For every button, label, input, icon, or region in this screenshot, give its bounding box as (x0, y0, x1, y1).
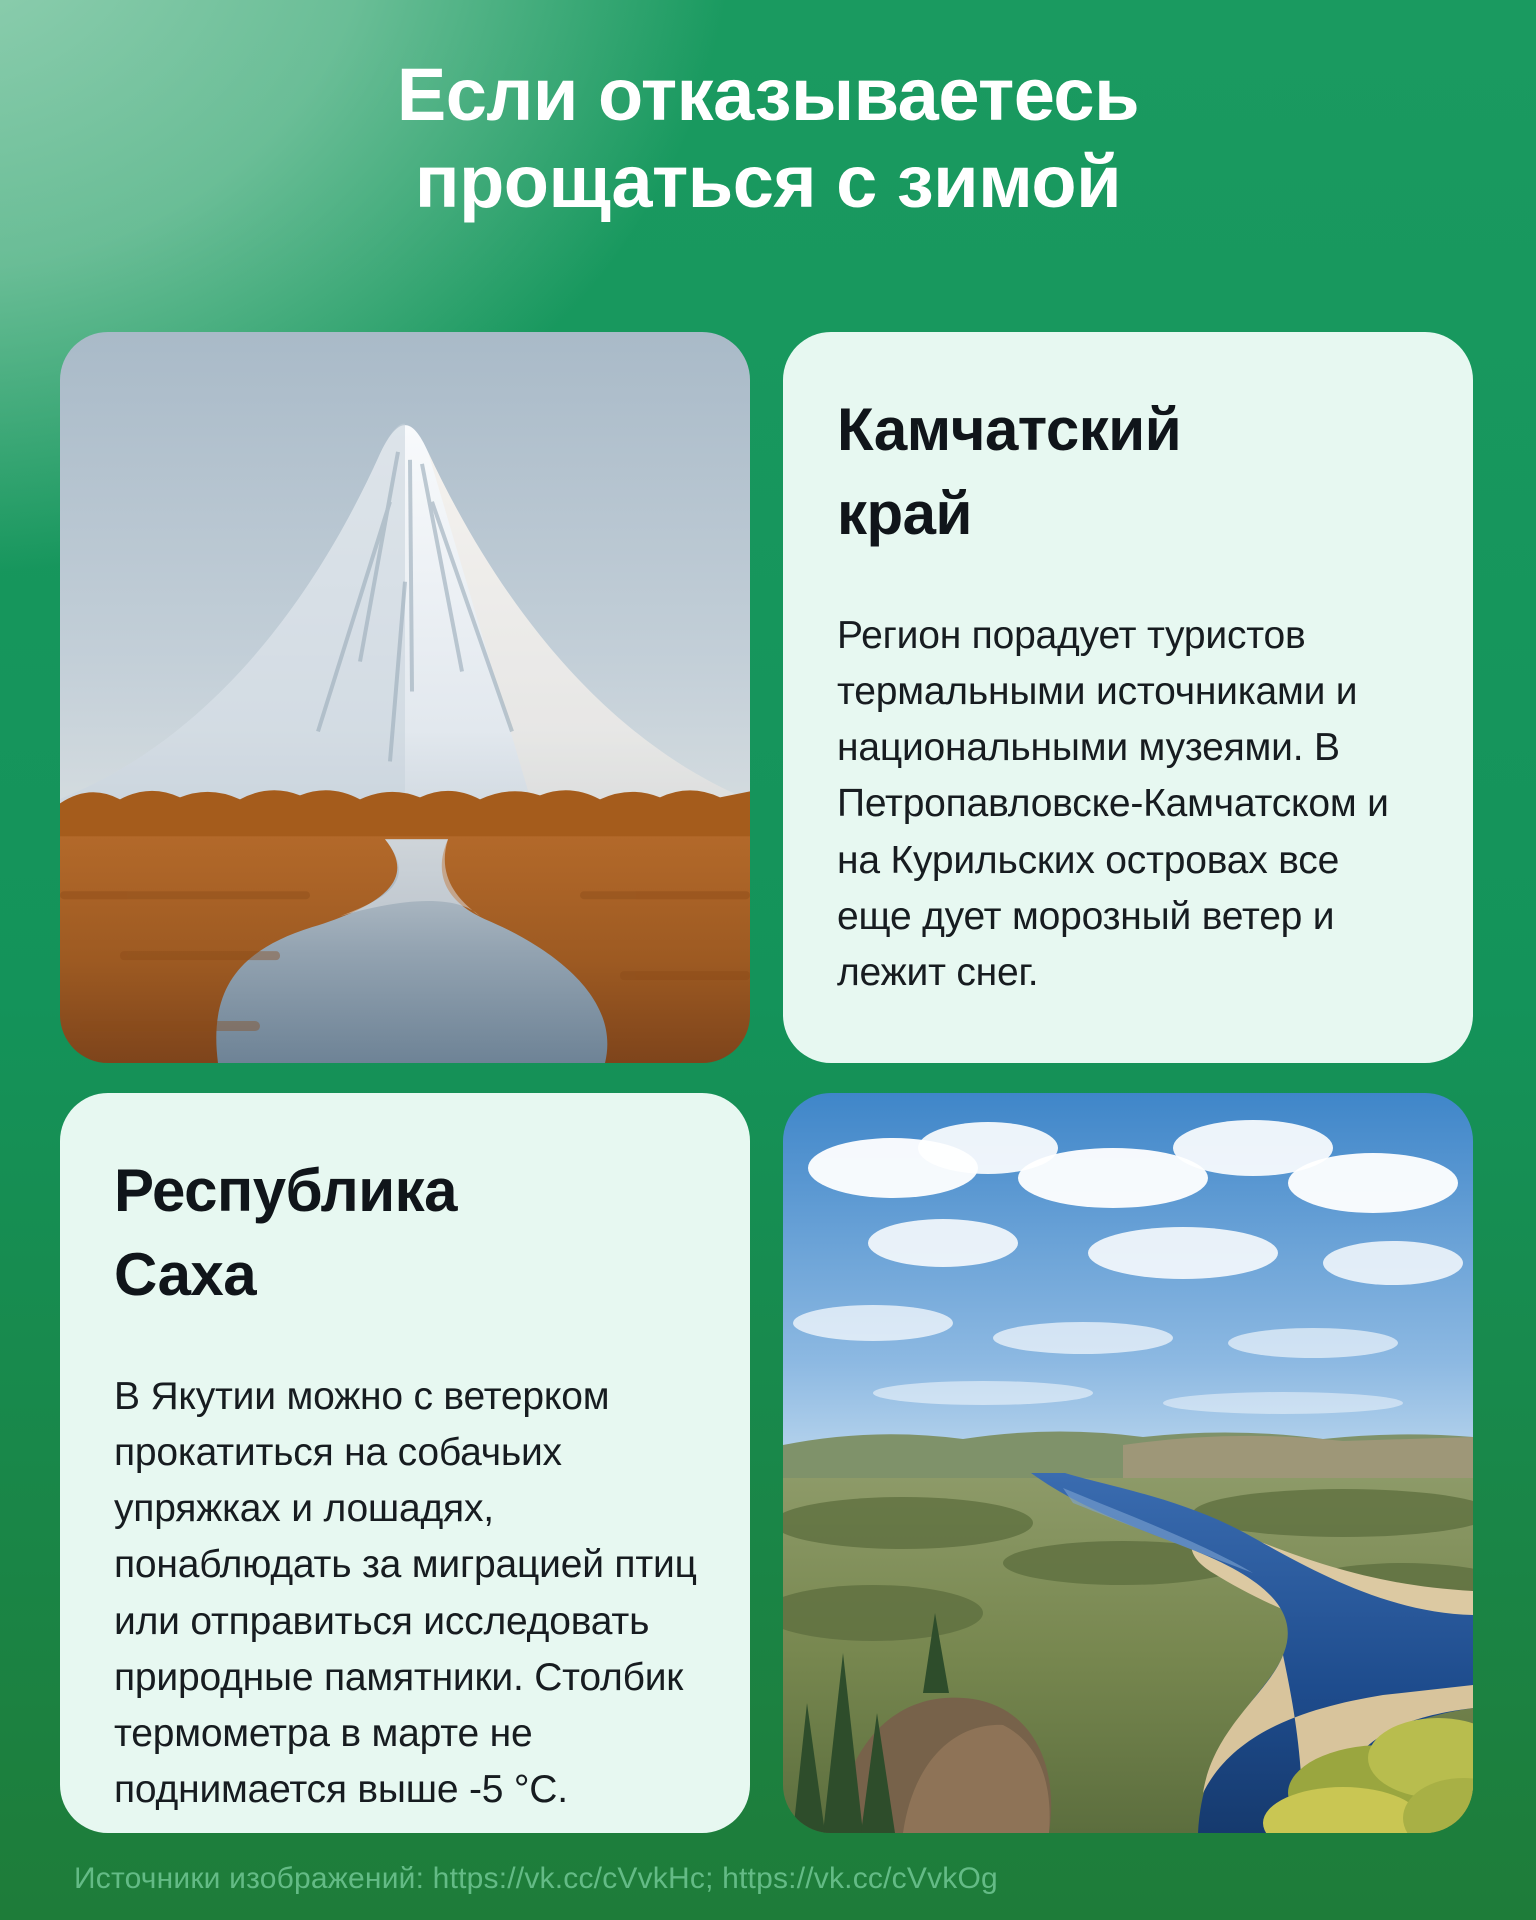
kamchatka-card-heading (837, 388, 1421, 556)
kamchatka-volcano-photo (60, 332, 750, 1063)
sakha-card-body: В Якутии можно с ветерком прокатиться на собачьих упряжках и лошадях, понаблюдать за миграцией птиц или отправиться исследовать природные памятники. Столбик термометра в марте не поднимается выше -5 °С. (114, 1375, 697, 1812)
sakha-heading-line1: Республика (114, 1157, 458, 1224)
page-title-line2: прощаться с зимой (414, 139, 1122, 223)
river-landscape-illustration (783, 1093, 1473, 1833)
distant-plateau (1123, 1436, 1473, 1483)
image-sources-footer: Источники изображений: https://vk.cc/cVvkHc; https://vk.cc/cVvkOg (74, 1862, 998, 1895)
page-title-line1: Если отказываетесь (396, 53, 1140, 136)
sakha-river-photo (783, 1093, 1473, 1833)
kamchatka-heading-line1: Камчатский (837, 396, 1182, 463)
sakha-card (60, 1093, 750, 1833)
sakha-card-heading (114, 1149, 698, 1317)
volcano-landscape-illustration (60, 332, 750, 1063)
kamchatka-card (783, 332, 1473, 1063)
page-title (0, 0, 1536, 225)
kamchatka-heading-line2: край (837, 480, 972, 547)
content-grid (60, 332, 1473, 1833)
kamchatka-card-body: Регион порадует туристов термальными источниками и национальными музеями. В Петропавловске-Камчатском и на Курильских островах все еще дует морозный ветер и лежит снег. (837, 614, 1389, 994)
sakha-heading-line2: Саха (114, 1241, 257, 1308)
